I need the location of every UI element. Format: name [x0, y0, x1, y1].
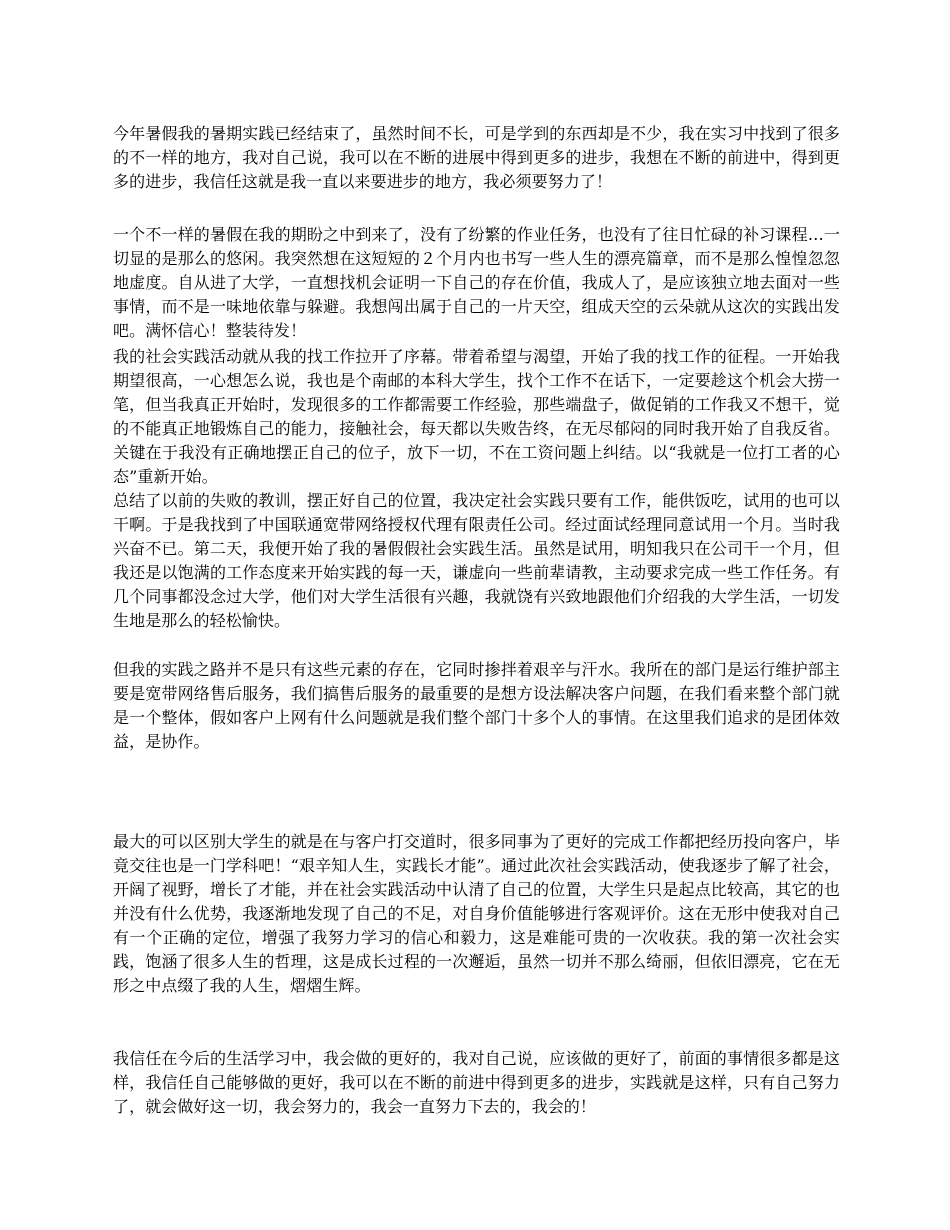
body-paragraph: 一个不一样的暑假在我的期盼之中到来了，没有了纷繁的作业任务，也没有了往日忙碌的补习课程…一切显的是那么的悠闲。我突然想在这短短的２个月内也书写一些人生的漂亮篇章，而不是那么惶惶忽忽地虚度。自从进了大学，一直想找机会证明一下自己的存在价值，我成人了，是应该独立地去面对一些事情，而不是一味地依靠与躲避。我想闯出属于自己的一片天空，组成天空的云朵就从这次的实践出发吧。满怀信心！整装待发！: [113, 225, 840, 340]
body-paragraph: 我信任在今后的生活学习中，我会做的更好的，我对自己说，应该做的更好了，前面的事情很多都是这样，我信任自己能够做的更好，我可以在不断的前进中得到更多的进步，实践就是这样，只有自己努力了，就会做好这一切，我会努力的，我会一直努力下去的，我会的！: [113, 1049, 840, 1116]
body-paragraph: 但我的实践之路并不是只有这些元素的存在，它同时掺拌着艰辛与汗水。我所在的部门是运行维护部主要是宽带网络售后服务，我们搞售后服务的最重要的是想方设法解决客户问题，在我们看来整个部门就是一个整体，假如客户上网有什么问题就是我们整个部门十多个人的事情。在这里我们追求的是团体效益，是协作。: [113, 660, 840, 751]
body-paragraph: 我的社会实践活动就从我的找工作拉开了序幕。带着希望与渴望，开始了我的找工作的征程。一开始我期望很高，一心想怎么说，我也是个南邮的本科大学生，找个工作不在话下，一定要趁这个机会大捞一笔，但当我真正开始时，发现很多的工作都需要工作经验，那些端盘子，做促销的工作我又不想干，觉的不能真正地锻炼自己的能力，接触社会，每天都以失败告终，在无尽郁闷的同时我开始了自我反省。关键在于我没有正确地摆正自己的位子，放下一切，不在工资问题上纠结。以“我就是一位打工者的心态”重新开始。: [113, 347, 840, 486]
body-paragraph: 最大的可以区别大学生的就是在与客户打交道时，很多同事为了更好的完成工作都把经历投向客户，毕竟交往也是一门学科吧！“艰辛知人生，实践长才能”。通过此次社会实践活动，使我逐步了解了社会，开阔了视野，增长了才能，并在社会实践活动中认清了自己的位置，大学生只是起点比较高，其它的也并没有什么优势，我逐渐地发现了自己的不足，对自身价值能够进行客观评价。这在无形中使我对自己有一个正确的定位，增强了我努力学习的信心和毅力，这是难能可贵的一次收获。我的第一次社会实践，饱涵了很多人生的哲理，这是成长过程的一次邂逅，虽然一切并不那么绮丽，但依旧漂亮，它在无形之中点缀了我的人生，熠熠生辉。: [113, 832, 840, 995]
body-paragraph: 今年暑假我的暑期实践已经结束了，虽然时间不长，可是学到的东西却是不少，我在实习中找到了很多的不一样的地方，我对自己说，我可以在不断的进展中得到更多的进步，我想在不断的前进中，得到更多的进步，我信任这就是我一直以来要进步的地方，我必须要努力了！: [113, 124, 840, 191]
body-paragraph: 总结了以前的失败的教训，摆正好自己的位置，我决定社会实践只要有工作，能供饭吃，试用的也可以干啊。于是我找到了中国联通宽带网络授权代理有限责任公司。经过面试经理同意试用一个月。当时我兴奋不已。第二天，我便开始了我的暑假假社会实践生活。虽然是试用，明知我只在公司干一个月，但我还是以饱满的工作态度来开始实践的每一天，谦虚向一些前辈请教，主动要求完成一些工作任务。有几个同事都没念过大学，他们对大学生活很有兴趣，我就饶有兴致地跟他们介绍我的大学生活，一切发生地是那么的轻松愉快。: [113, 491, 840, 630]
